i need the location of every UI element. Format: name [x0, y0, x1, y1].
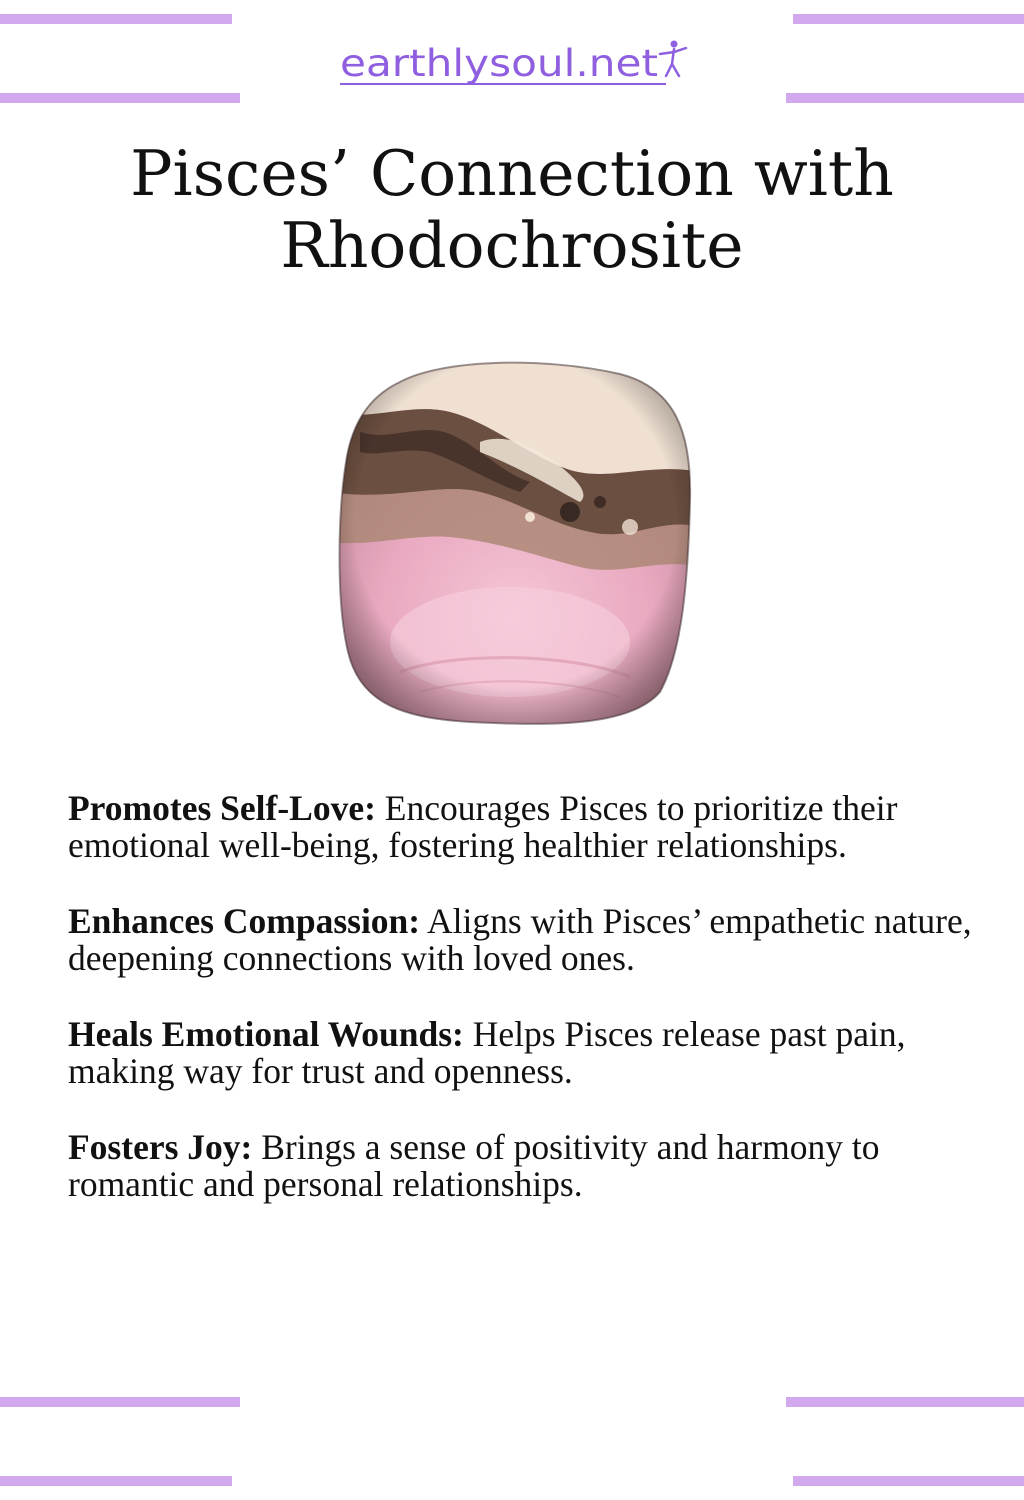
- benefit-heading: Fosters Joy:: [68, 1127, 253, 1167]
- top-accent-bar: [786, 93, 1024, 103]
- benefit-heading: Heals Emotional Wounds:: [68, 1014, 464, 1054]
- benefit-item: [68, 1129, 978, 1203]
- benefit-heading: Enhances Compassion:: [68, 901, 421, 941]
- meditation-figure-icon: [660, 41, 686, 77]
- bottom-accent-bar: [0, 1476, 232, 1486]
- benefits-list: [68, 790, 978, 1242]
- top-accent-bar: [0, 93, 240, 103]
- bottom-accent-bar: [0, 1397, 240, 1407]
- bottom-accent-bar: [793, 1476, 1024, 1486]
- bottom-accent-bar: [786, 1397, 1024, 1407]
- page-title: [40, 138, 984, 282]
- benefit-item: [68, 790, 978, 864]
- benefit-heading: Promotes Self-Love:: [68, 788, 376, 828]
- top-accent-bar: [0, 14, 232, 24]
- benefit-text: Aligns with Pisces’ empathetic nature, deepening connections with loved ones.: [68, 901, 972, 978]
- svg-text:earthlysoul.net: earthlysoul.net: [340, 42, 658, 85]
- benefit-text: Encourages Pisces to prioritize their emotional well-being, fostering healthier relationships.: [68, 788, 898, 865]
- benefit-text: Brings a sense of positivity and harmony to romantic and personal relationships.: [68, 1127, 880, 1204]
- benefit-item: [68, 1016, 978, 1090]
- page-title-line-2: Rhodochrosite: [280, 209, 744, 282]
- top-accent-bar: [793, 14, 1024, 24]
- benefit-item: [68, 903, 978, 977]
- benefit-text: Helps Pisces release past pain, making way for trust and openness.: [68, 1014, 906, 1091]
- page-title-line-1: Pisces’ Connection with: [130, 137, 894, 210]
- site-logo[interactable]: [338, 36, 688, 90]
- rhodochrosite-stone-image: [330, 352, 700, 732]
